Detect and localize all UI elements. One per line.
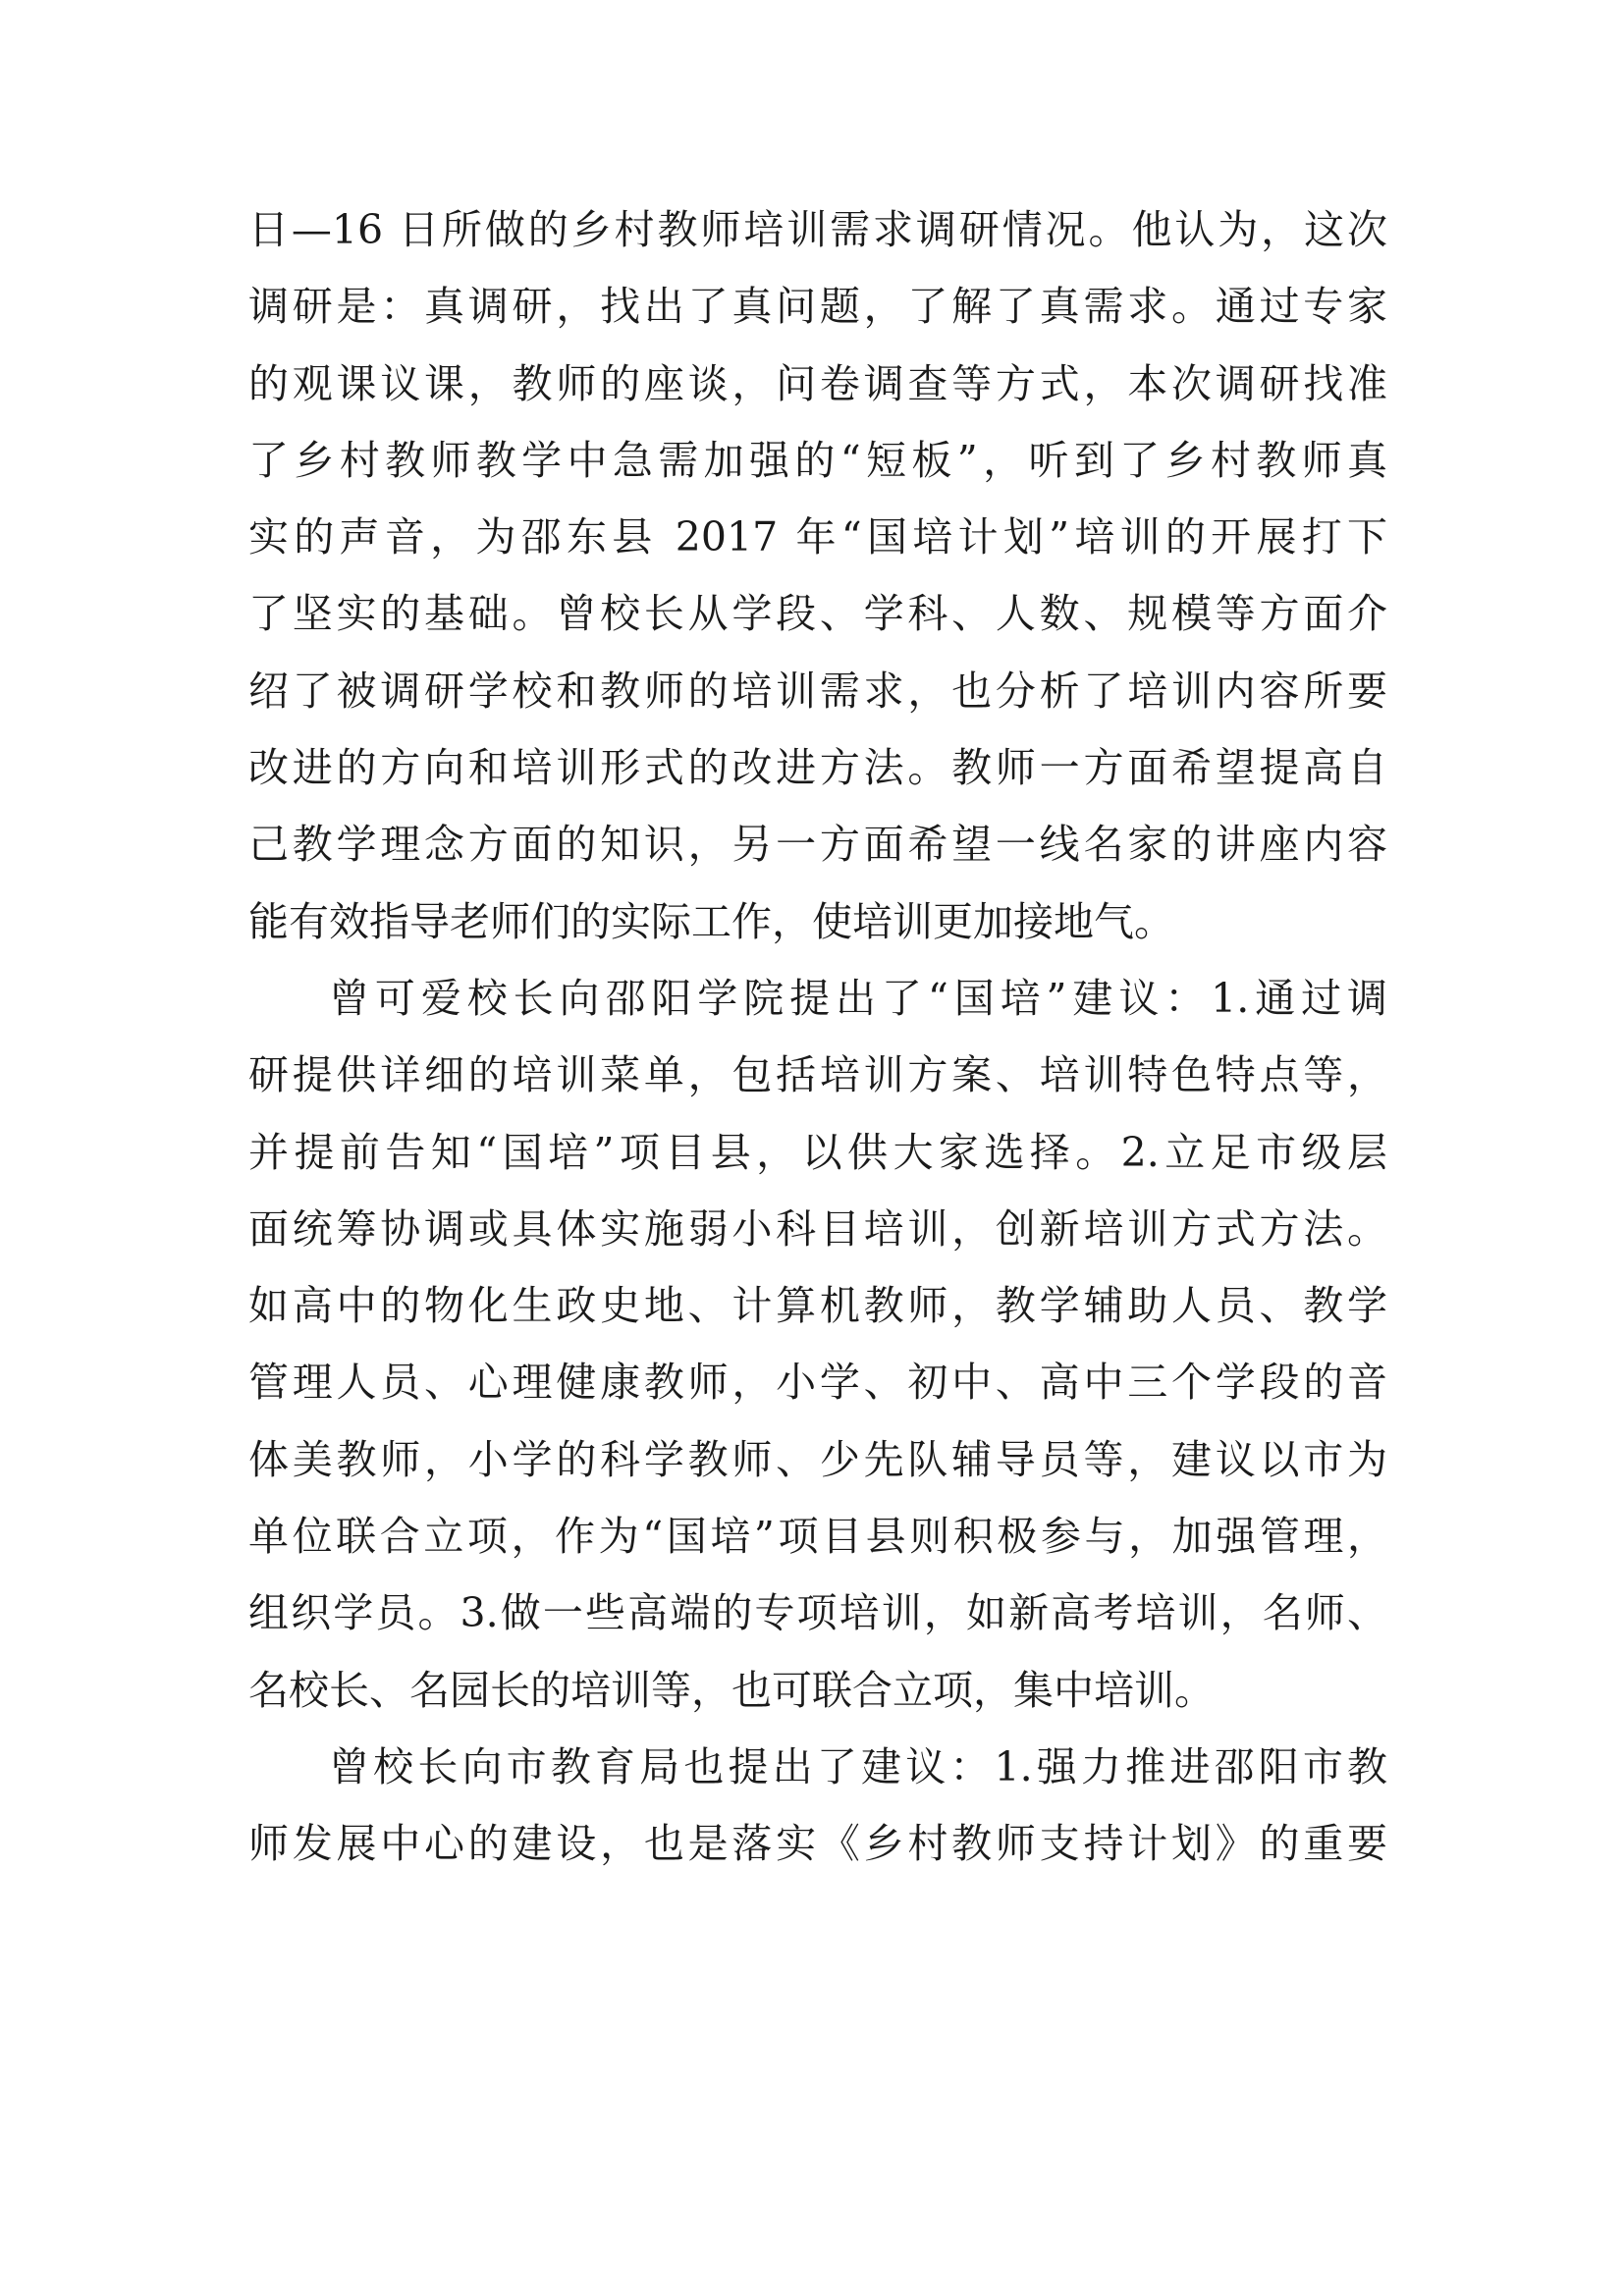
paragraph-2 [248, 960, 1387, 1729]
text-line: 研提供详细的培训菜单，包括培训方案、培训特色特点等， [248, 1051, 1387, 1099]
text-line: 名校长、名园长的培训等，也可联合立项，集中培训。 [248, 1666, 1215, 1714]
text-line: 绍了被调研学校和教师的培训需求，也分析了培训内容所要 [248, 667, 1387, 715]
text-line: 管理人员、心理健康教师，小学、初中、高中三个学段的音 [248, 1359, 1387, 1407]
text-line: 了坚实的基础。曾校长从学段、学科、人数、规模等方面介 [248, 590, 1387, 638]
text-line: 单位联合立项，作为“国培”项目县则积极参与，加强管理， [248, 1513, 1387, 1561]
text-line: 的观课议课，教师的座谈，问卷调查等方式，本次调研找准 [248, 359, 1387, 407]
text-line: 师发展中心的建设，也是落实《乡村教师支持计划》的重要 [248, 1820, 1387, 1868]
text-line: 体美教师，小学的科学教师、少先队辅导员等，建议以市为 [248, 1435, 1387, 1483]
paragraph-3 [248, 1729, 1387, 1883]
text-line: 组织学员。3.做一些高端的专项培训，如新高考培训，名师、 [248, 1589, 1387, 1637]
text-line: 曾校长向市教育局也提出了建议：1.强力推进邵阳市教 [329, 1742, 1387, 1790]
text-line: 日—16 日所做的乡村教师培训需求调研情况。他认为，这次 [248, 206, 1387, 253]
text-line: 了乡村教师教学中急需加强的“短板”，听到了乡村教师真 [248, 436, 1387, 484]
text-line: 能有效指导老师们的实际工作，使培训更加接地气。 [248, 897, 1174, 945]
text-line: 实的声音，为邵东县 2017 年“国培计划”培训的开展打下 [248, 513, 1387, 561]
text-line: 并提前告知“国培”项目县，以供大家选择。2.立足市级层 [248, 1128, 1387, 1176]
text-line: 调研是：真调研，找出了真问题，了解了真需求。通过专家 [248, 283, 1387, 331]
text-line: 如高中的物化生政史地、计算机教师，教学辅助人员、教学 [248, 1282, 1387, 1330]
text-line: 己教学理念方面的知识，另一方面希望一线名家的讲座内容 [248, 821, 1387, 869]
paragraph-1 [248, 191, 1387, 960]
text-line: 面统筹协调或具体实施弱小科目培训，创新培训方式方法。 [248, 1204, 1387, 1253]
text-line: 曾可爱校长向邵阳学院提出了“国培”建议：1.通过调 [329, 974, 1387, 1022]
document-body [248, 191, 1387, 1883]
text-line: 改进的方向和培训形式的改进方法。教师一方面希望提高自 [248, 744, 1387, 792]
